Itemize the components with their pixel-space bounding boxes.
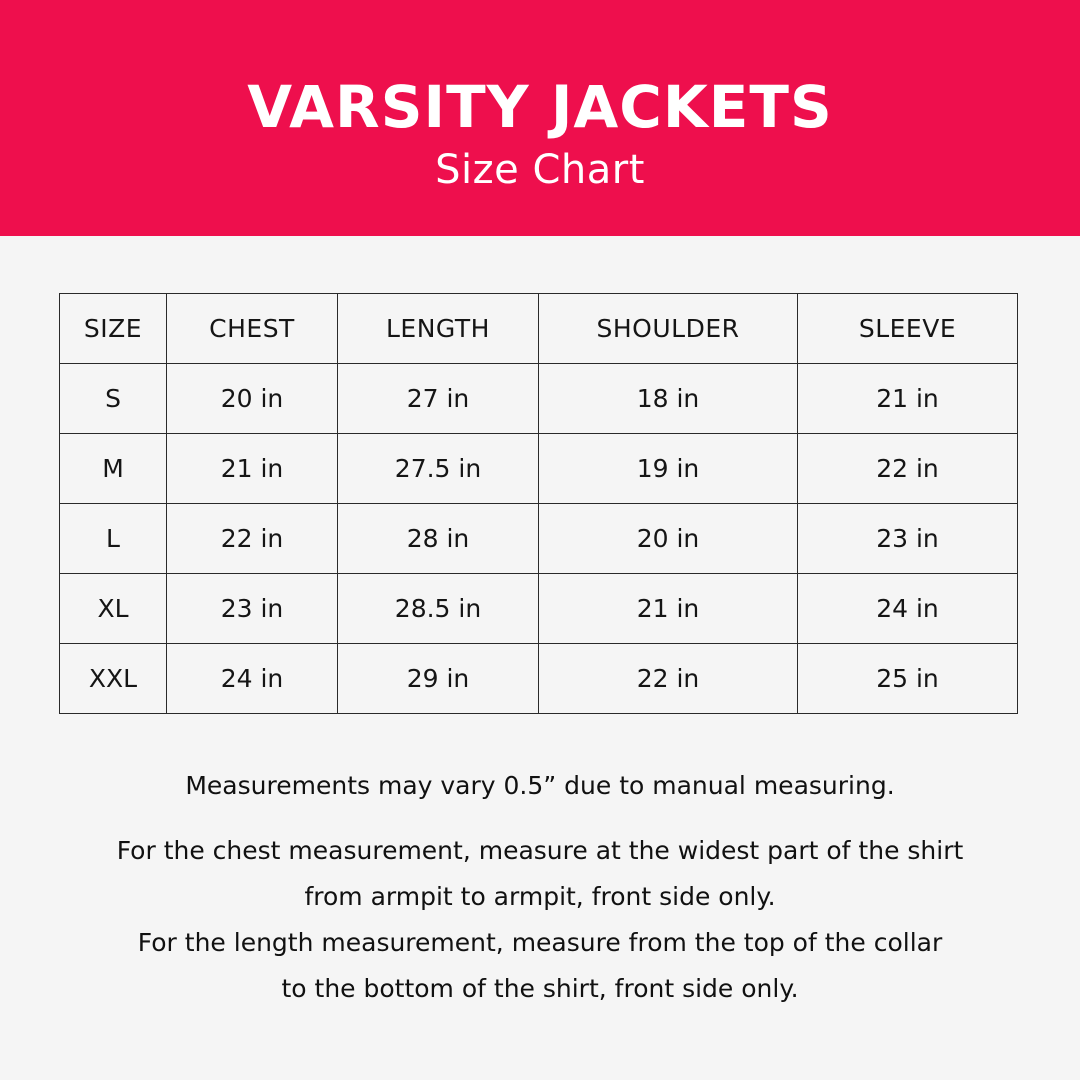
length-instruction-line2: to the bottom of the shirt, front side only.	[281, 974, 799, 1003]
table-row	[60, 364, 1018, 434]
length-instruction-line1: For the length measurement, measure from the top of the collar	[137, 928, 943, 957]
measurement-instructions	[0, 828, 1080, 1012]
cell-chest: 21 in	[167, 434, 338, 504]
cell-shoulder: 18 in	[539, 364, 798, 434]
cell-sleeve: 21 in	[798, 364, 1018, 434]
cell-length: 27.5 in	[338, 434, 539, 504]
cell-chest: 24 in	[167, 644, 338, 714]
cell-length: 28 in	[338, 504, 539, 574]
cell-size: XXL	[60, 644, 167, 714]
cell-sleeve: 24 in	[798, 574, 1018, 644]
cell-sleeve: 22 in	[798, 434, 1018, 504]
table-row	[60, 434, 1018, 504]
cell-shoulder: 20 in	[539, 504, 798, 574]
cell-chest: 22 in	[167, 504, 338, 574]
cell-length: 27 in	[338, 364, 539, 434]
cell-size: S	[60, 364, 167, 434]
header-banner	[0, 0, 1080, 236]
table-row	[60, 574, 1018, 644]
cell-length: 28.5 in	[338, 574, 539, 644]
column-header-length: LENGTH	[338, 294, 539, 364]
cell-chest: 23 in	[167, 574, 338, 644]
page-title: VARSITY JACKETS	[247, 73, 833, 141]
cell-size: XL	[60, 574, 167, 644]
table-header-row	[60, 294, 1018, 364]
page-subtitle: Size Chart	[435, 147, 645, 193]
column-header-shoulder: SHOULDER	[539, 294, 798, 364]
chest-instruction-line1: For the chest measurement, measure at the widest part of the shirt	[116, 836, 964, 865]
cell-length: 29 in	[338, 644, 539, 714]
cell-sleeve: 25 in	[798, 644, 1018, 714]
cell-size: L	[60, 504, 167, 574]
cell-sleeve: 23 in	[798, 504, 1018, 574]
table-row	[60, 644, 1018, 714]
chest-instruction-line2: from armpit to armpit, front side only.	[304, 882, 776, 911]
column-header-sleeve: SLEEVE	[798, 294, 1018, 364]
cell-size: M	[60, 434, 167, 504]
cell-shoulder: 21 in	[539, 574, 798, 644]
column-header-chest: CHEST	[167, 294, 338, 364]
size-chart-table	[59, 293, 1018, 714]
column-header-size: SIZE	[60, 294, 167, 364]
table-row	[60, 504, 1018, 574]
cell-chest: 20 in	[167, 364, 338, 434]
measurement-variance-note: Measurements may vary 0.5” due to manual measuring.	[185, 771, 895, 800]
cell-shoulder: 19 in	[539, 434, 798, 504]
cell-shoulder: 22 in	[539, 644, 798, 714]
